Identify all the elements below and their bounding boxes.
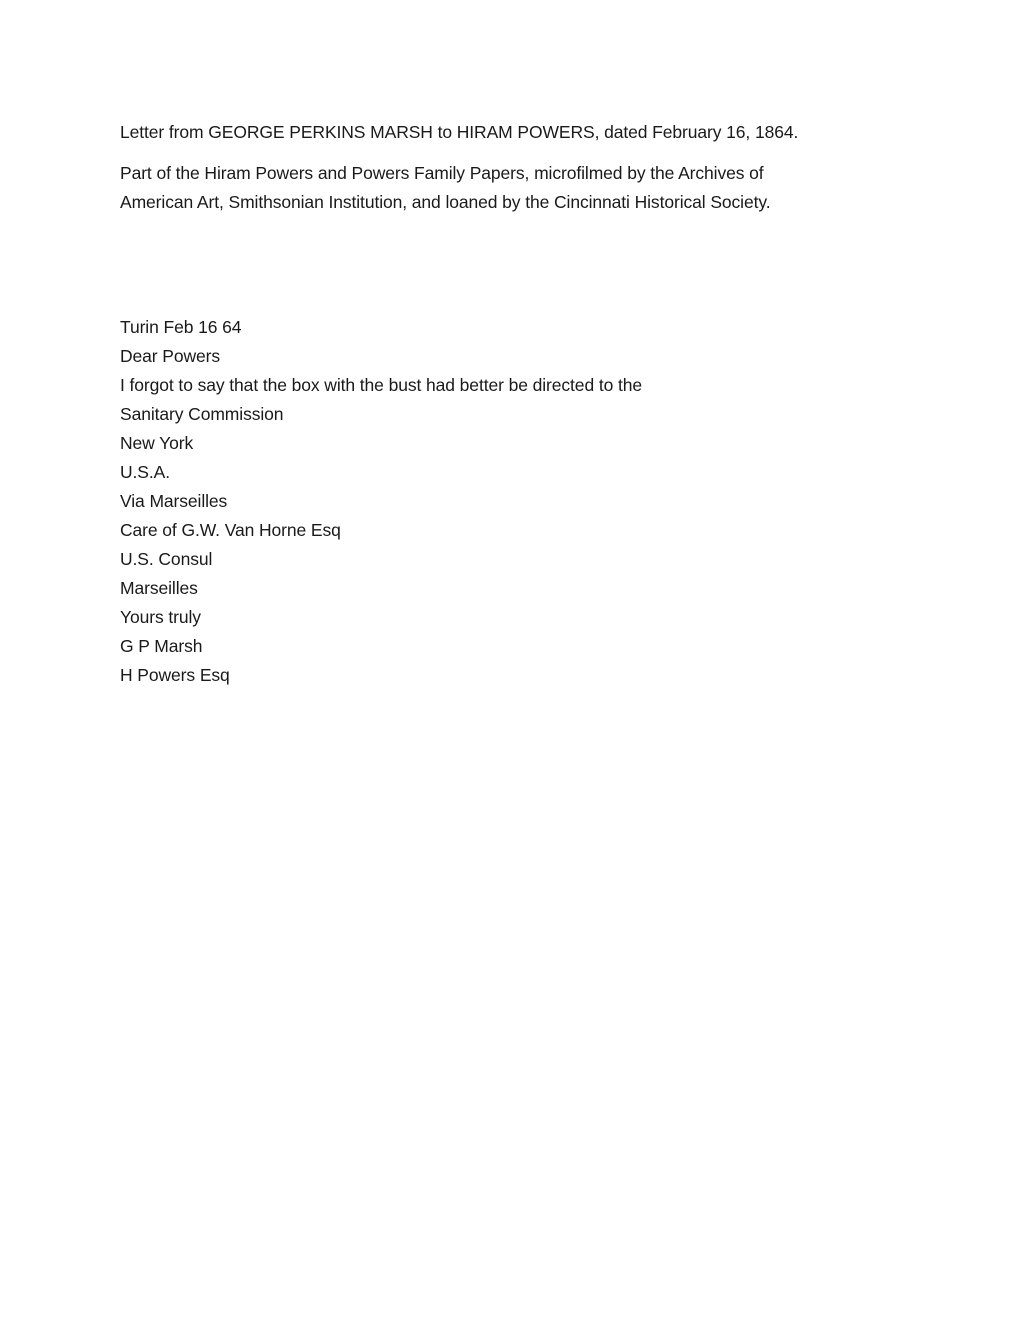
letter-transcription xyxy=(120,313,910,690)
address-line: Via Marseilles xyxy=(120,491,228,511)
address-line: U.S. Consul xyxy=(120,549,213,569)
document-title: Letter from GEORGE PERKINS MARSH to HIRAM POWERS, dated February 16, 1864. xyxy=(120,122,799,142)
address-line: Sanitary Commission xyxy=(120,404,284,424)
source-note xyxy=(120,159,910,217)
letter-closing: Yours truly xyxy=(120,607,201,627)
source-note-line-2: American Art, Smithsonian Institution, and loaned by the Cincinnati Historical Society. xyxy=(120,192,771,212)
letter-signature: G P Marsh xyxy=(120,636,203,656)
letter-dateline: Turin Feb 16 64 xyxy=(120,317,242,337)
address-line: Care of G.W. Van Horne Esq xyxy=(120,520,341,540)
letter-body: I forgot to say that the box with the bust had better be directed to the xyxy=(120,375,643,395)
letter-salutation: Dear Powers xyxy=(120,346,221,366)
address-line: New York xyxy=(120,433,194,453)
address-line: U.S.A. xyxy=(120,462,170,482)
address-line: Marseilles xyxy=(120,578,198,598)
source-note-line-1: Part of the Hiram Powers and Powers Family Papers, microfilmed by the Archives of xyxy=(120,163,764,183)
letter-recipient: H Powers Esq xyxy=(120,665,230,685)
document-content xyxy=(120,118,910,690)
